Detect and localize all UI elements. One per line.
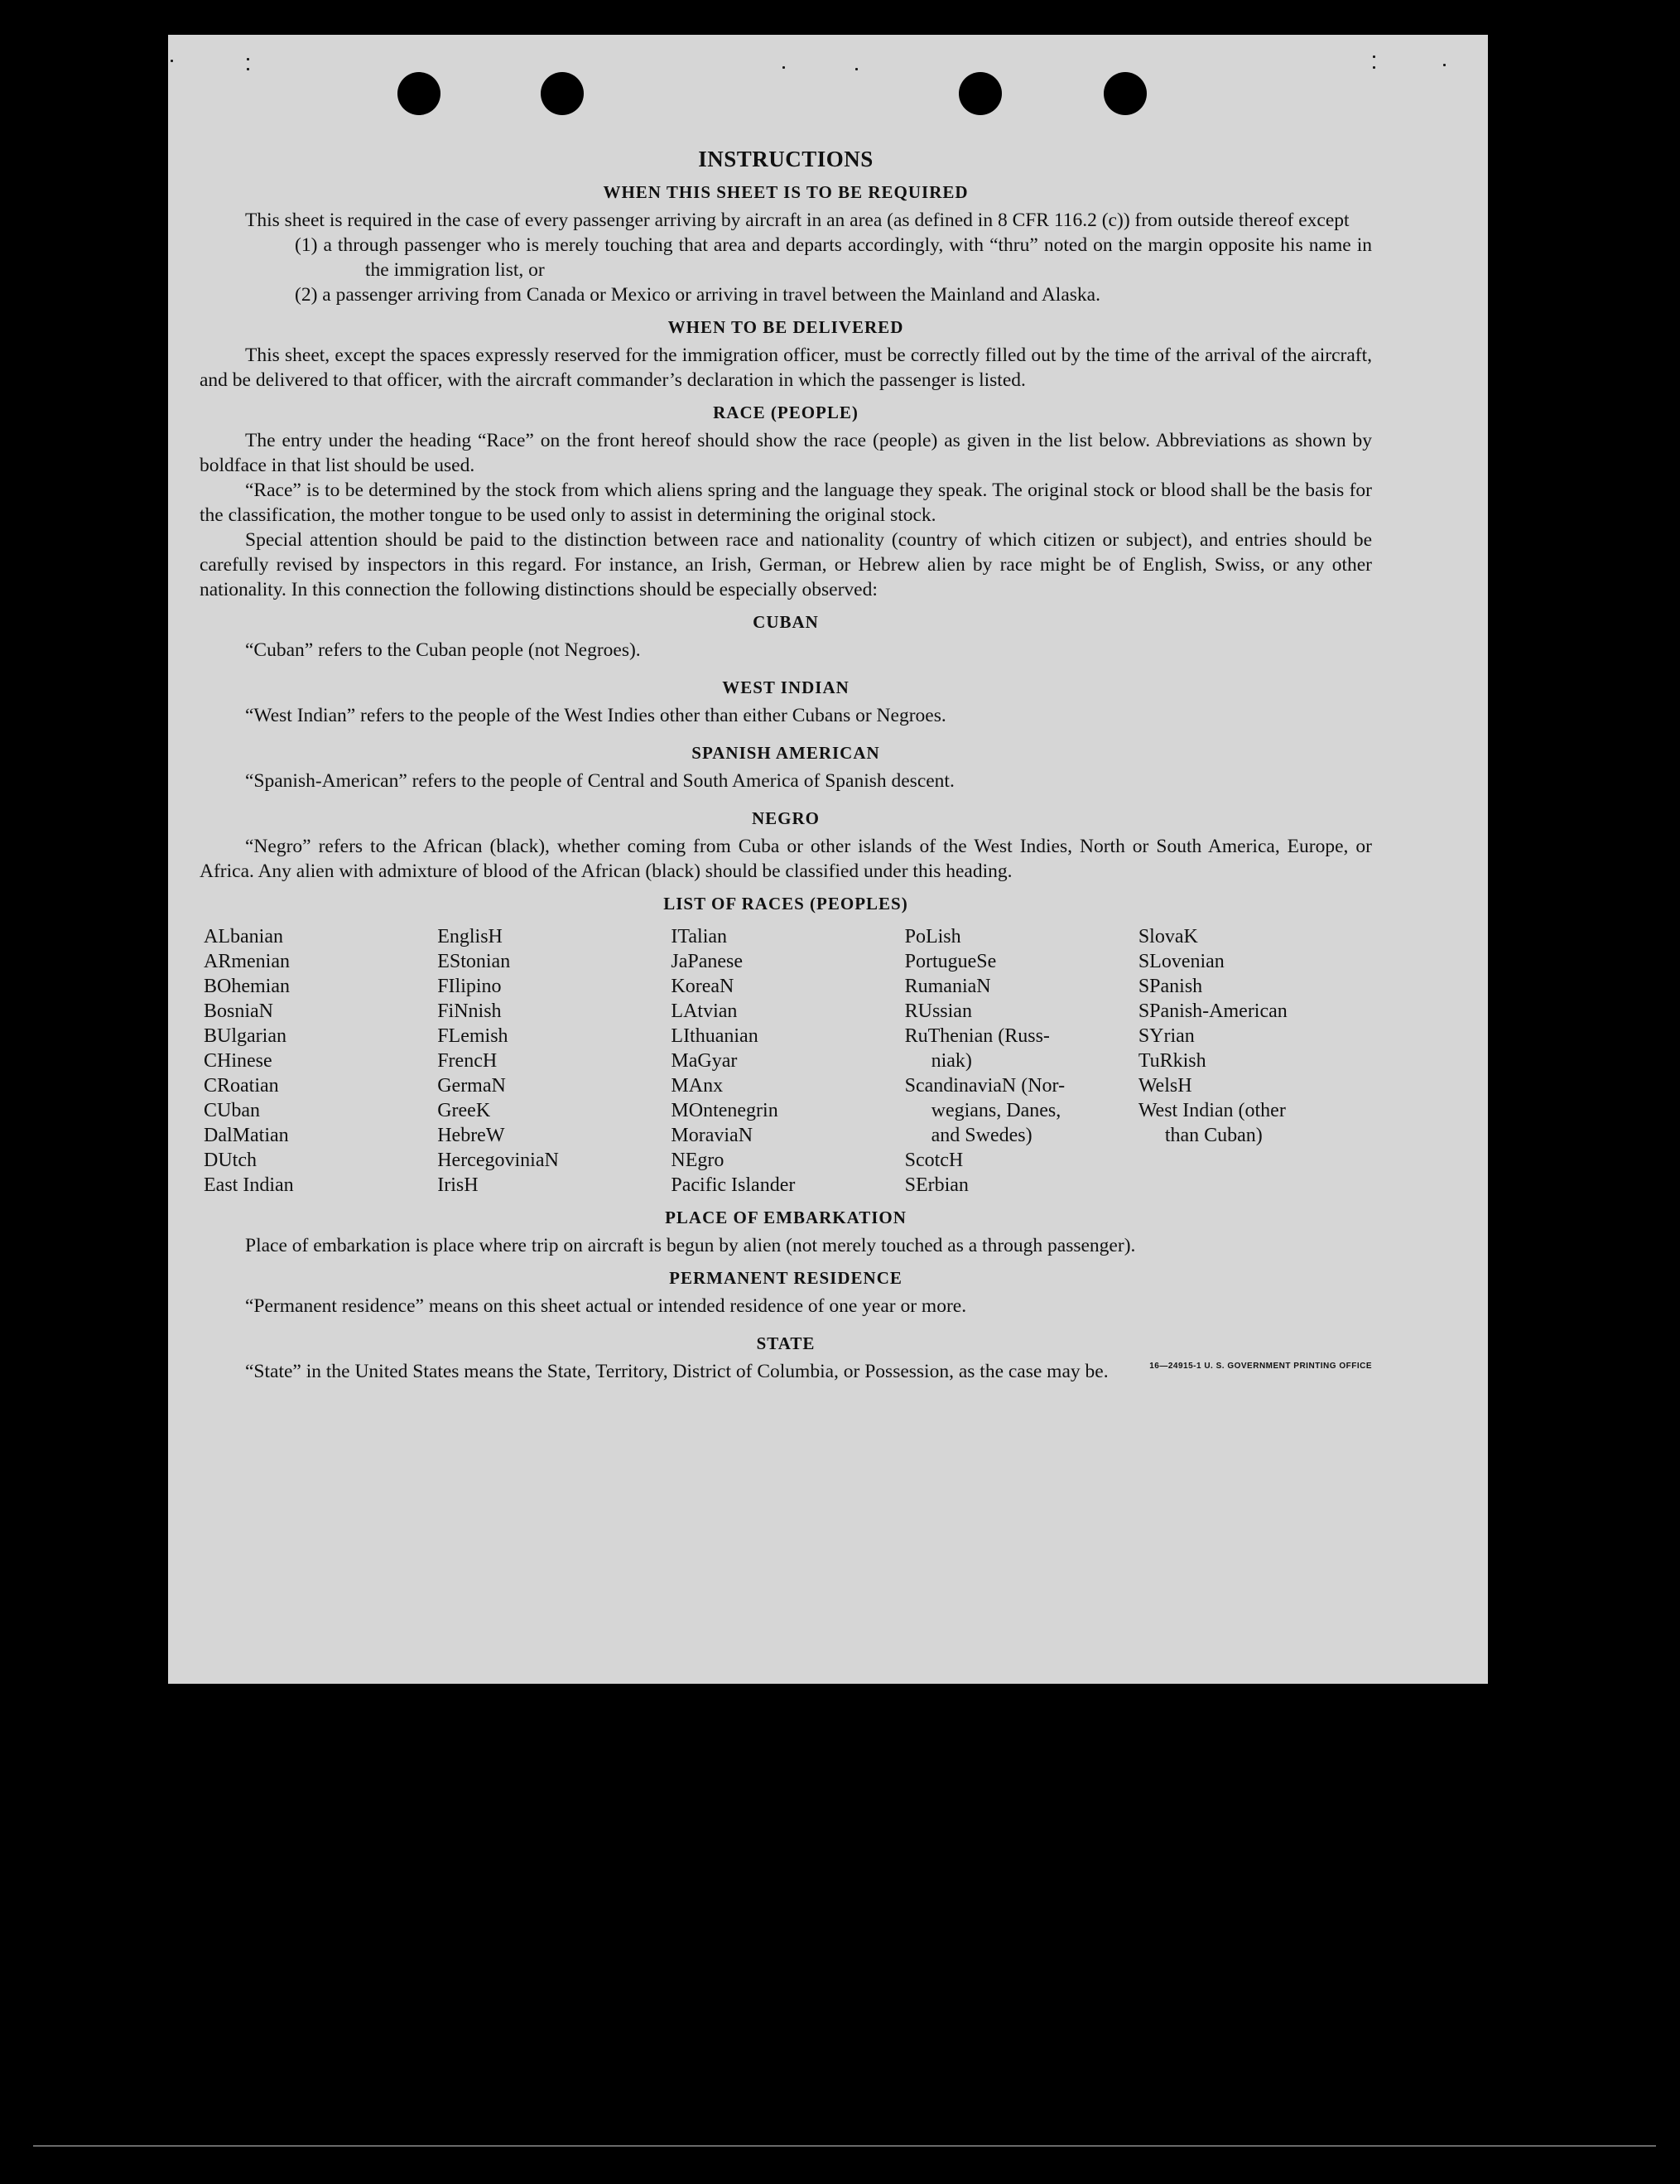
race-entry: ScandinaviaN (Nor- (904, 1075, 1066, 1097)
race-entry: GermaN (437, 1075, 506, 1097)
race-entry: SlovaK (1138, 926, 1198, 947)
races-column (437, 924, 671, 1198)
west-indian-heading: WEST INDIAN (722, 677, 850, 697)
race-entry: CRoatian (204, 1075, 279, 1097)
race-entry: NEgro (671, 1150, 724, 1171)
race-entry: TuRkish (1138, 1050, 1206, 1072)
race-entry: FiNnish (437, 1000, 502, 1022)
race-heading: RACE (PEOPLE) (713, 403, 859, 422)
race-entry: MAnx (671, 1075, 724, 1097)
races-list-heading: LIST OF RACES (PEOPLES) (663, 894, 908, 914)
race-entry-continued: and Swedes) (931, 1125, 1033, 1146)
required-heading: WHEN THIS SHEET IS TO BE REQUIRED (603, 182, 969, 202)
residence-heading: PERMANENT RESIDENCE (669, 1268, 903, 1288)
race-entry: BUlgarian (204, 1025, 286, 1047)
race-entry: KoreaN (671, 976, 734, 997)
race-entry: SErbian (904, 1174, 969, 1196)
state-block (200, 1359, 1372, 1384)
race-entry: BosniaN (204, 1000, 273, 1022)
race-paragraph-3: Special attention should be paid to the distinction between race and nationality (country of which citizen or subject), and entries should be carefully revised by inspectors in this regard. For instance, an Irish, German, or Hebrew alien by race might be of English, Swiss, or any other nationality. In this connection the following distinctions should be especially observed: (200, 529, 1372, 600)
required-item-1: (1) a through passenger who is merely touching that area and departs accordingly, with “thru” noted on the margin opposite his name in the immigration list, or (295, 234, 1372, 281)
race-entry: SPanish (1138, 976, 1203, 997)
race-entry: East Indian (204, 1174, 294, 1196)
race-paragraph-1: The entry under the heading “Race” on the front hereof should show the race (people) as given in the list below. Abbreviations as shown by boldface in that list should be used. (200, 430, 1372, 476)
race-entry: HebreW (437, 1125, 505, 1146)
negro-heading: NEGRO (751, 808, 820, 828)
race-entry: LIthuanian (671, 1025, 758, 1047)
negro-text: “Negro” refers to the African (black), whether coming from Cuba or other islands of the West Indies, North or South America, Europe, or Africa. Any alien with admixture of blood of the African (black) should be classified under this heading. (200, 836, 1372, 882)
race-entry: SYrian (1138, 1025, 1195, 1047)
residence-text: “Permanent residence” means on this sheet actual or intended residence of one year or more. (245, 1295, 967, 1317)
spanish-american-text: “Spanish-American” refers to the people of Central and South America of Spanish descent. (245, 770, 955, 792)
races-column (905, 924, 1138, 1198)
race-entry: MOntenegrin (671, 1100, 778, 1121)
race-entry: RuThenian (Russ- (904, 1025, 1050, 1047)
race-entry: MoraviaN (671, 1125, 753, 1146)
races-column (671, 924, 904, 1198)
race-entry: Pacific Islander (671, 1174, 796, 1196)
race-entry: GreeK (437, 1100, 491, 1121)
race-entry: SLovenian (1138, 951, 1225, 972)
state-text: “State” in the United States means the State, Territory, District of Columbia, or Possession, as the case may be. (245, 1361, 1109, 1382)
race-entry: EStonian (437, 951, 511, 972)
race-entry: FIlipino (437, 976, 502, 997)
state-heading: STATE (756, 1333, 816, 1353)
cuban-heading: CUBAN (753, 612, 819, 632)
races-column (1138, 924, 1372, 1198)
race-entry: FLemish (437, 1025, 508, 1047)
race-entry: PoLish (904, 926, 961, 947)
race-entry: CHinese (204, 1050, 272, 1072)
punch-hole (397, 72, 440, 115)
race-entry: PortugueSe (904, 951, 997, 972)
paper-speck (247, 68, 249, 70)
race-entry-continued: niak) (931, 1050, 972, 1072)
cuban-text: “Cuban” refers to the Cuban people (not Negroes). (245, 639, 641, 661)
race-entry: DalMatian (204, 1125, 289, 1146)
race-entry: JaPanese (671, 951, 744, 972)
races-column (204, 924, 437, 1198)
race-entry: HercegoviniaN (437, 1150, 559, 1171)
spanish-american-heading: SPANISH AMERICAN (691, 743, 880, 763)
paper-speck (1373, 66, 1375, 69)
race-entry: WelsH (1138, 1075, 1192, 1097)
race-entry: EnglisH (437, 926, 503, 947)
race-entry: RumaniaN (904, 976, 991, 997)
punch-hole (959, 72, 1002, 115)
page-title: INSTRUCTIONS (698, 147, 874, 171)
paper-speck (247, 58, 249, 60)
race-entry-continued: than Cuban) (1164, 1125, 1263, 1146)
scan-edge-line (33, 2145, 1656, 2147)
race-entry: LAtvian (671, 1000, 738, 1022)
race-entry: MaGyar (671, 1050, 738, 1072)
paper-speck (855, 68, 858, 70)
race-entry: ALbanian (204, 926, 283, 947)
races-list (204, 924, 1372, 1198)
race-entry: FrencH (437, 1050, 498, 1072)
race-entry: CUban (204, 1100, 260, 1121)
paper-speck (1443, 64, 1446, 66)
race-entry: ARmenian (204, 951, 290, 972)
race-entry: West Indian (other (1138, 1100, 1286, 1121)
embarkation-heading: PLACE OF EMBARKATION (665, 1208, 907, 1227)
race-entry: SPanish-American (1138, 1000, 1288, 1022)
race-entry: BOhemian (204, 976, 290, 997)
delivered-text: This sheet, except the spaces expressly reserved for the immigration officer, must be correctly filled out by the time of the arrival of the aircraft, and be delivered to that officer, with the aircraft commander’s declaration in which the passenger is listed. (200, 345, 1372, 391)
instructions-body (200, 147, 1372, 1384)
paper-speck (782, 66, 785, 69)
race-entry: ScotcH (904, 1150, 964, 1171)
delivered-heading: WHEN TO BE DELIVERED (667, 317, 904, 337)
paper-speck (1373, 55, 1375, 58)
embarkation-text: Place of embarkation is place where trip on aircraft is begun by alien (not merely touched as a through passenger). (245, 1235, 1136, 1256)
document-sheet (168, 35, 1488, 1684)
race-entry-continued: wegians, Danes, (931, 1100, 1061, 1121)
punch-hole (541, 72, 584, 115)
printing-office-imprint: 16—24915-1 U. S. GOVERNMENT PRINTING OFFICE (1149, 1362, 1372, 1371)
race-entry: IrisH (437, 1174, 479, 1196)
required-item-2: (2) a passenger arriving from Canada or Mexico or arriving in travel between the Mainland and Alaska. (295, 284, 1100, 306)
race-entry: ITalian (671, 926, 728, 947)
race-paragraph-2: “Race” is to be determined by the stock from which aliens spring and the language they speak. The original stock or blood shall be the basis for the classification, the mother tongue to be used only to assist in determining the original stock. (200, 480, 1372, 526)
race-entry: DUtch (204, 1150, 257, 1171)
required-intro: This sheet is required in the case of every passenger arriving by aircraft in an area (as defined in 8 CFR 116.2 (c)) from outside thereof except (245, 210, 1350, 231)
punch-hole (1104, 72, 1147, 115)
race-entry: RUssian (904, 1000, 972, 1022)
west-indian-text: “West Indian” refers to the people of the West Indies other than either Cubans or Negroes. (245, 705, 946, 726)
paper-speck (171, 60, 173, 62)
